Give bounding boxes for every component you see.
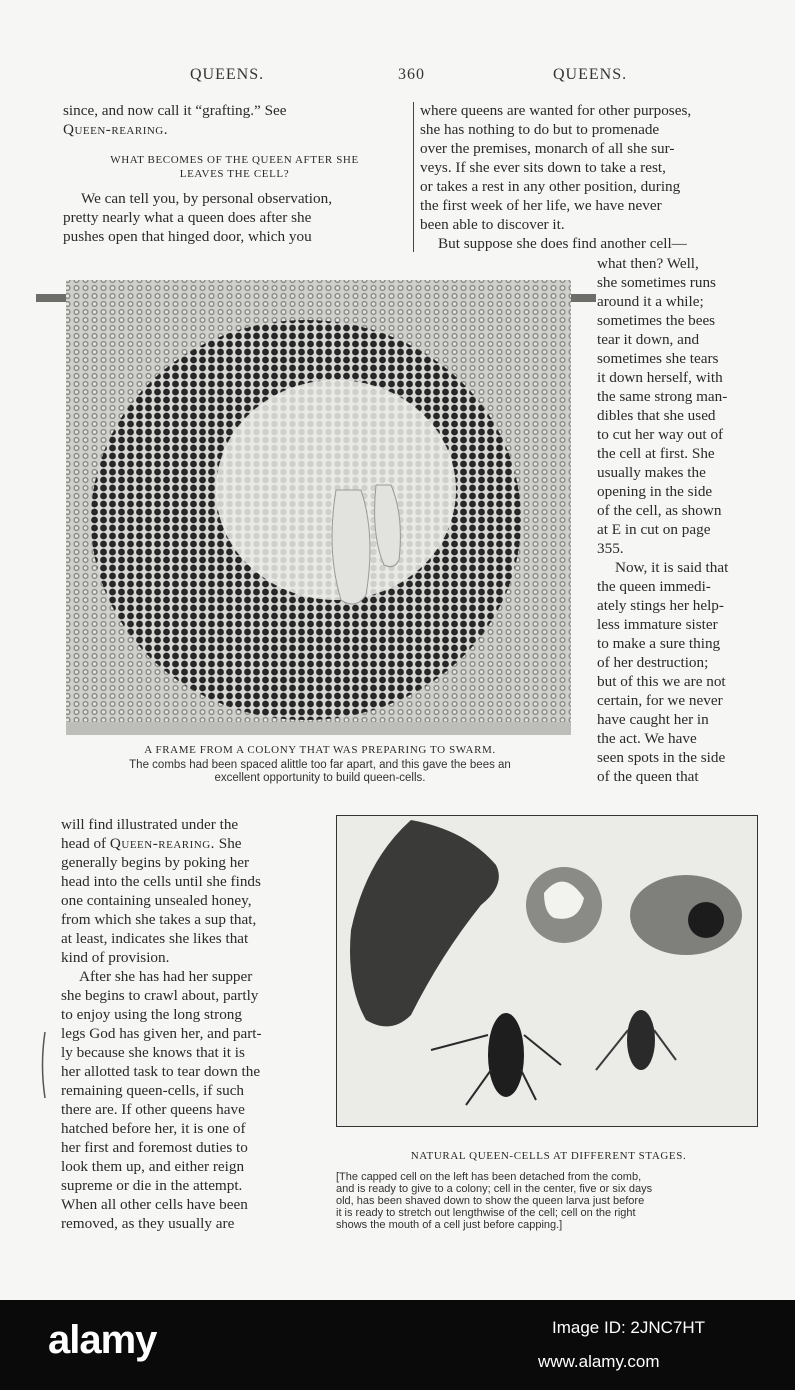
cell-mouth	[688, 902, 724, 938]
text-span: head of	[61, 835, 107, 852]
frame-bottom-bar	[66, 722, 571, 735]
cross-reference: Queen-rearing.	[63, 121, 169, 138]
queen-cells-photo	[336, 815, 758, 1127]
text-line: But suppose she does find another cell—	[438, 235, 687, 252]
text-line: supreme or die in the attempt.	[61, 1177, 243, 1194]
subheading-line: WHAT BECOMES OF THE QUEEN AFTER SHE	[110, 154, 359, 166]
text-line: at least, indicates she likes that	[61, 930, 249, 947]
bottom-left-column	[61, 815, 317, 1233]
top-right-column	[420, 101, 762, 253]
top-left-column	[63, 101, 406, 246]
image-id-label: Image ID: 2JNC7HT	[552, 1318, 706, 1337]
text-line: tear it down, and	[597, 331, 700, 348]
open-queen-cell	[630, 875, 742, 955]
text-line: to make a sure thing	[597, 635, 721, 652]
queen-cell-shape	[332, 490, 370, 604]
caption-title: A FRAME FROM A COLONY THAT WAS PREPARING TO SWARM.	[144, 744, 496, 756]
text-line: have caught her in	[597, 711, 709, 728]
text-line: pushes open that hinged door, which you	[63, 228, 312, 245]
caption-line: it is ready to stretch out lengthwise of the cell; cell on the right	[336, 1207, 636, 1219]
caption-line: [The capped cell on the left has been detached from the comb,	[336, 1171, 642, 1183]
honeycomb-frame-photo	[36, 260, 596, 740]
text-line: it down herself, with	[597, 369, 723, 386]
text-line: what then? Well,	[597, 255, 699, 272]
text-line: pretty nearly what a queen does after she	[63, 209, 312, 226]
text-line: there are. If other queens have	[61, 1101, 245, 1118]
text-line: one containing unsealed honey,	[61, 892, 252, 909]
text-line: When all other cells have been	[61, 1196, 248, 1213]
caption-line: old, has been shaved down to show the queen larva just before	[336, 1195, 645, 1207]
column-rule	[413, 102, 414, 252]
text-line: of her destruction;	[597, 654, 709, 671]
text-line: hatched before her, it is one of	[61, 1120, 246, 1137]
text-line: around it a while;	[597, 293, 704, 310]
text-line: certain, for we never	[597, 692, 723, 709]
text-line: ately stings her help-	[597, 597, 724, 614]
text-line: head into the cells until she finds	[61, 873, 261, 890]
caption-line: shows the mouth of a cell just before capping.]	[336, 1219, 563, 1231]
text-line: usually makes the	[597, 464, 706, 481]
text-line: of the queen that	[597, 768, 699, 785]
text-line: to cut her way out of	[597, 426, 724, 443]
text-line: dibles that she used	[597, 407, 716, 424]
text-line: seen spots in the side	[597, 749, 726, 766]
brand-logo: alamy	[48, 1318, 157, 1362]
text-span: since, and now call it “grafting.” See	[63, 102, 287, 119]
caption-body	[336, 1171, 761, 1231]
text-line: will find illustrated under the	[61, 816, 239, 833]
cross-reference: Queen-rearing.	[109, 835, 215, 852]
text-line: at E in cut on page	[597, 521, 711, 538]
text-line: the same strong man-	[597, 388, 728, 405]
caption-line: excellent opportunity to build queen-cells.	[214, 772, 426, 784]
text-line: remaining queen-cells, if such	[61, 1082, 245, 1099]
figure2-caption	[336, 1150, 761, 1231]
text-line: sometimes she tears	[597, 350, 719, 367]
text-line: over the premises, monarch of all she sur-	[420, 140, 675, 157]
text-line: she sometimes runs	[597, 274, 716, 291]
text-line: but of this we are not	[597, 673, 726, 690]
text-line: sometimes the bees	[597, 312, 716, 329]
caption-title: NATURAL QUEEN-CELLS AT DIFFERENT STAGES.	[410, 1150, 687, 1162]
text-line: the first week of her life, we have never	[420, 197, 662, 214]
text-line: been able to discover it.	[420, 216, 565, 233]
text-line: where queens are wanted for other purposes,	[420, 102, 692, 119]
text-line: to enjoy using the long strong	[61, 1006, 242, 1023]
text-line: kind of provision.	[61, 949, 170, 966]
text-line: 355.	[597, 540, 624, 557]
text-line: less immature sister	[597, 616, 718, 633]
subheading-line: LEAVES THE CELL?	[179, 168, 290, 180]
text-line: she begins to crawl about, partly	[61, 987, 259, 1004]
text-line: from which she takes a sup that,	[61, 911, 257, 928]
margin-bracket-mark	[38, 1030, 48, 1100]
text-line: We can tell you, by personal observation,	[81, 190, 332, 207]
running-head-left: QUEENS.	[190, 66, 265, 83]
running-head-right: QUEENS.	[553, 66, 628, 83]
text-line: generally begins by poking her	[61, 854, 250, 871]
caption-line: and is ready to give to a colony; cell in the center, five or six days	[336, 1183, 653, 1195]
paragraph	[63, 189, 406, 246]
text-line	[63, 120, 406, 139]
site-url: www.alamy.com	[538, 1352, 660, 1371]
text-line: look them up, and either reign	[61, 1158, 245, 1175]
caption-line: The combs had been spaced alittle too far apart, and this gave the bees an	[129, 759, 511, 771]
text-line: or takes a rest in any other position, during	[420, 178, 681, 195]
text-line: opening in the side	[597, 483, 713, 500]
text-line: the cell at first. She	[597, 445, 715, 462]
text-line: her allotted task to tear down the	[61, 1063, 261, 1080]
text-line: veys. If she ever sits down to take a rest,	[420, 159, 666, 176]
side-column	[597, 254, 762, 786]
text-line: Now, it is said that	[615, 559, 729, 576]
text-line: the queen immedi-	[597, 578, 711, 595]
text-span: She	[218, 835, 242, 852]
text-line: the act. We have	[597, 730, 697, 747]
page-number: 360	[398, 66, 425, 83]
text-line: ly because she knows that it is	[61, 1044, 245, 1061]
text-line: legs God has given her, and part-	[61, 1025, 262, 1042]
text-line: she has nothing to do but to promenade	[420, 121, 660, 138]
text-line: After she has had her supper	[79, 968, 253, 985]
section-subheading	[63, 153, 406, 181]
text-line: her first and foremost duties to	[61, 1139, 248, 1156]
text-line	[63, 101, 406, 120]
text-line: removed, as they usually are	[61, 1215, 235, 1232]
text-line: of the cell, as shown	[597, 502, 722, 519]
text-line	[61, 834, 317, 853]
figure1-caption	[40, 744, 600, 785]
